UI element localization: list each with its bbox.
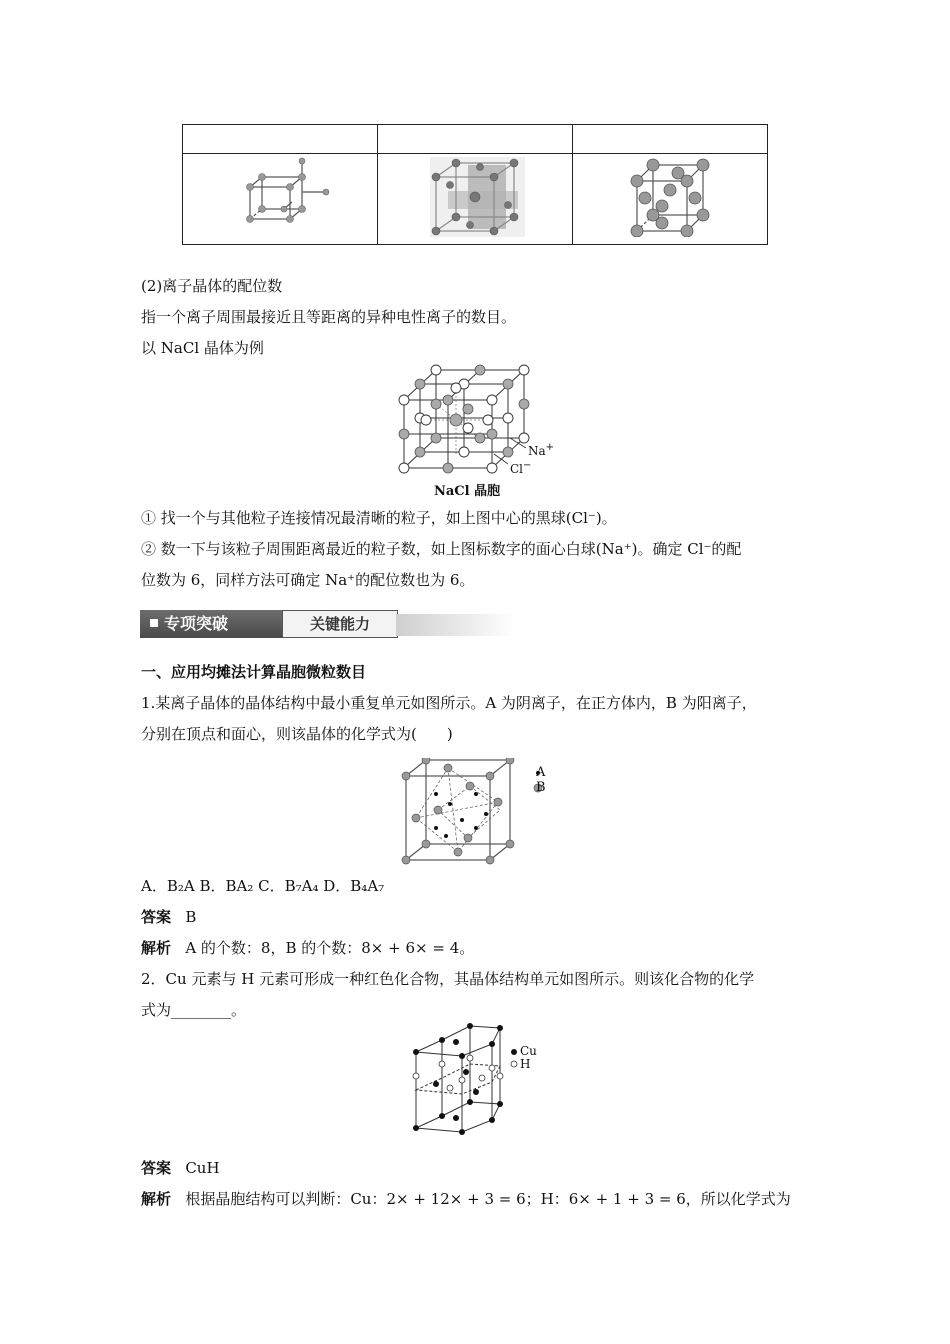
banner-left bbox=[140, 610, 282, 638]
q2-text-line1: 2．Cu 元素与 H 元素可形成一种红色化合物，其晶体结构单元如图所示。则该化合物的化学 bbox=[141, 970, 755, 988]
section2-example: 以 NaCl 晶体为例 bbox=[141, 339, 264, 357]
fcc-cell bbox=[573, 154, 768, 245]
q1-text-line1: 1.某离子晶体的晶体结构中最小重复单元如图所示。A 为阴离子，在正方体内，B 为阳离子， bbox=[141, 694, 757, 712]
legend-a: A bbox=[536, 765, 546, 780]
part1-title bbox=[141, 662, 366, 682]
part1-title-text: 一、应用均摊法计算晶胞微粒数目 bbox=[141, 663, 367, 681]
q1-analysis bbox=[141, 938, 474, 958]
analysis-text: A 的个数：8，B 的个数：8× + 6× = 4。 bbox=[185, 939, 475, 957]
step2-text-line2: 位数为 6，同样方法可确定 Na⁺的配位数也为 6。 bbox=[141, 571, 475, 589]
section-banner bbox=[140, 606, 516, 642]
analysis-text: 根据晶胞结构可以判断：Cu：2× + 12× + 3 = 6；H：6× + 1 + 3 = 6，所以化学式为 bbox=[185, 1190, 791, 1208]
q1-options: A．B₂A B．BA₂ C．B₇A₄ D．B₄A₇ bbox=[141, 877, 385, 895]
answer-value: CuH bbox=[185, 1159, 220, 1177]
legend-cu: Cu bbox=[520, 1044, 537, 1058]
banner-right: 关键能力 bbox=[282, 610, 398, 638]
answer-label: 答案 bbox=[141, 908, 172, 926]
banner-left-label: 专项突破 bbox=[164, 614, 229, 633]
answer-label: 答案 bbox=[141, 1159, 172, 1177]
q2-answer bbox=[141, 1158, 220, 1178]
banner-fade bbox=[396, 614, 516, 636]
q2-hexagonal-figure bbox=[408, 1022, 548, 1150]
bcc-figure bbox=[420, 155, 530, 239]
simple-cubic-figure bbox=[230, 157, 330, 237]
section2-heading: (2)离子晶体的配位数 bbox=[141, 277, 283, 295]
fcc-figure bbox=[625, 157, 715, 237]
q2-text-line2: 式为________。 bbox=[141, 1001, 247, 1019]
crystal-cell-table bbox=[182, 124, 768, 245]
analysis-label: 解析 bbox=[141, 1190, 172, 1208]
answer-value: B bbox=[185, 908, 197, 926]
nacl-unit-cell-figure bbox=[396, 364, 558, 500]
square-bullet-icon bbox=[150, 619, 158, 627]
q2-analysis bbox=[141, 1189, 791, 1209]
table-header-cell bbox=[378, 125, 573, 154]
table-header-cell bbox=[183, 125, 378, 154]
simple-cubic-cell bbox=[183, 154, 378, 245]
q1-crystal-figure bbox=[398, 758, 558, 866]
legend-h: H bbox=[520, 1057, 531, 1071]
na-label: Na+ bbox=[528, 442, 555, 458]
q1-text-line2: 分别在顶点和面心，则该晶体的化学式为( ) bbox=[141, 725, 453, 743]
step2-text-line1: ② 数一下与该粒子周围距离最近的粒子数，如上图标数字的面心白球(Na⁺)。确定 Cl⁻的配 bbox=[141, 540, 742, 558]
legend-b: B bbox=[536, 780, 546, 795]
q1-answer bbox=[141, 907, 196, 927]
bcc-cell bbox=[378, 154, 573, 245]
table-header-cell bbox=[573, 125, 768, 154]
cl-label: Cl− bbox=[510, 460, 532, 476]
section2-definition: 指一个离子周围最接近且等距离的异种电性离子的数目。 bbox=[141, 308, 517, 326]
step1-text: ① 找一个与其他粒子连接情况最清晰的粒子，如上图中心的黑球(Cl⁻)。 bbox=[141, 509, 617, 527]
nacl-caption: NaCl 晶胞 bbox=[434, 484, 501, 499]
analysis-label: 解析 bbox=[141, 939, 172, 957]
